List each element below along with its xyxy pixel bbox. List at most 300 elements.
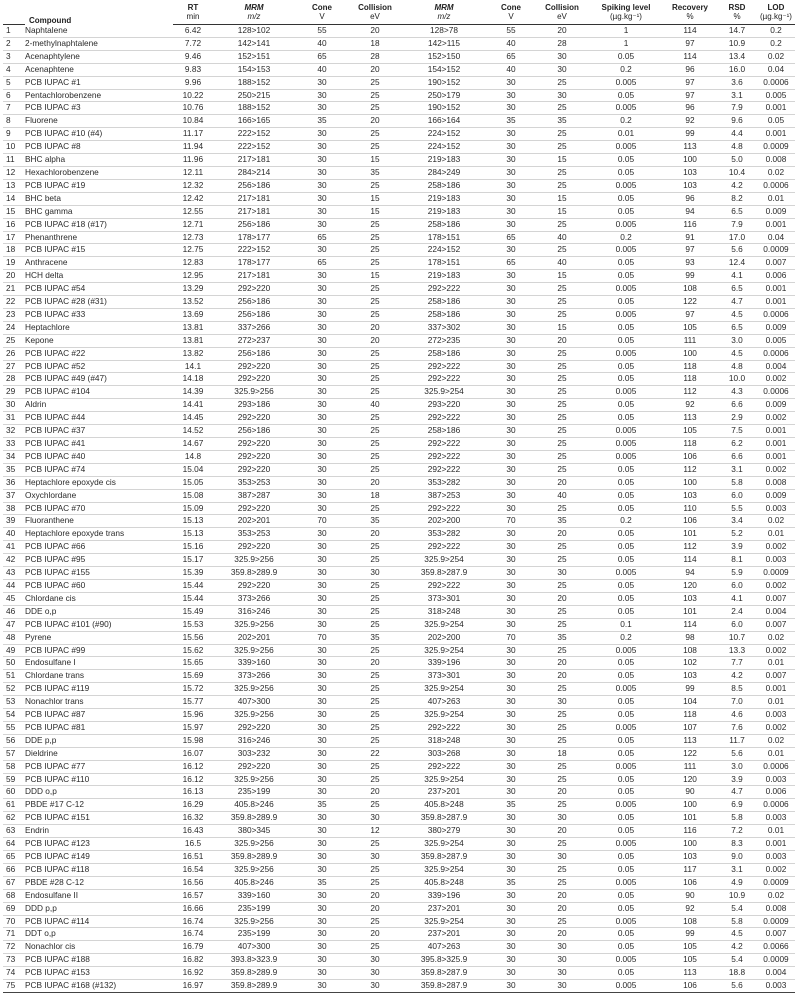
collision-energy-2-cell: 25 [557, 644, 567, 655]
spiking-level-cell: 0.005 [615, 76, 637, 87]
rsd-cell: 6.5 [731, 283, 743, 294]
lod-cell: 0.008 [765, 476, 787, 487]
collision-energy-2-cell: 20 [557, 528, 567, 539]
compound-name-cell: BHC beta [25, 192, 61, 203]
collision-energy-1-cell: 25 [370, 463, 380, 474]
row-index-cell: 63 [6, 825, 16, 836]
recovery-cell: 92 [685, 399, 695, 410]
cone-voltage-2-cell: 30 [506, 889, 516, 900]
row-index-cell: 43 [6, 567, 16, 578]
collision-energy-2-cell: 25 [557, 773, 567, 784]
rsd-cell: 3.9 [731, 541, 743, 552]
collision-energy-2-cell: 20 [557, 476, 567, 487]
cone-voltage-1-cell: 30 [317, 657, 327, 668]
recovery-cell: 122 [683, 296, 697, 307]
rsd-cell: 5.4 [731, 902, 743, 913]
collision-energy-2-cell: 25 [557, 296, 567, 307]
recovery-cell: 105 [683, 954, 697, 965]
header-cone-2-unit: V [487, 12, 535, 25]
row-index-cell: 3 [6, 50, 11, 61]
table-row [3, 902, 795, 915]
collision-energy-1-cell: 25 [370, 838, 380, 849]
lod-cell: 0.02 [767, 889, 785, 900]
mrm-transition-2-cell: 293>220 [427, 399, 461, 410]
mrm-transition-2-cell: 190>152 [427, 76, 461, 87]
header-cone-1: Cone [312, 3, 332, 12]
compound-name-cell: PCB IUPAC #10 (#4) [25, 128, 103, 139]
mrm-transition-2-cell: 325.9>254 [424, 683, 464, 694]
row-index-cell: 28 [6, 373, 16, 384]
row-index-cell: 14 [6, 192, 16, 203]
compound-name-cell: Anthracene [25, 257, 68, 268]
compound-name-cell: Fluorene [25, 115, 58, 126]
row-index-cell: 31 [6, 412, 16, 423]
cone-voltage-2-cell: 30 [506, 450, 516, 461]
table-row [3, 502, 795, 515]
mrm-transition-2-cell: 258>186 [427, 218, 461, 229]
collision-energy-2-cell: 15 [557, 192, 567, 203]
lod-cell: 0.001 [765, 128, 787, 139]
retention-time-cell: 11.94 [182, 141, 204, 152]
compound-name-cell: Hexachlorobenzene [25, 166, 99, 177]
cone-voltage-2-cell: 30 [506, 399, 516, 410]
retention-time-cell: 16.51 [182, 851, 204, 861]
retention-time-cell: 16.12 [182, 760, 204, 771]
recovery-cell: 106 [683, 876, 697, 887]
rsd-cell: 10.7 [728, 631, 746, 642]
cone-voltage-1-cell: 30 [317, 980, 327, 991]
cone-voltage-2-cell: 30 [506, 902, 516, 913]
mrm-transition-2-cell: 407>263 [427, 696, 461, 707]
mrm-transition-1-cell: 128>102 [237, 25, 271, 35]
row-index-cell: 29 [6, 386, 16, 397]
row-index-cell: 34 [6, 450, 16, 461]
lod-cell: 0.008 [765, 154, 787, 165]
table-body [3, 25, 795, 993]
header-rsd-unit: % [717, 12, 757, 25]
retention-time-cell: 16.74 [182, 915, 204, 926]
lod-cell: 0.0006 [763, 386, 789, 397]
recovery-cell: 114 [683, 554, 697, 565]
lod-cell: 0.001 [765, 296, 787, 307]
cone-voltage-2-cell: 30 [506, 709, 516, 720]
table-row [3, 347, 795, 360]
mrm-transition-2-cell: 292>222 [427, 760, 461, 771]
collision-energy-2-cell: 25 [557, 554, 567, 565]
cone-voltage-1-cell: 30 [317, 166, 327, 177]
row-index-cell: 8 [6, 115, 11, 126]
collision-energy-2-cell: 25 [557, 709, 567, 720]
header-rt: RT [187, 3, 199, 12]
row-index-cell: 4 [6, 63, 11, 74]
collision-energy-1-cell: 18 [370, 489, 380, 500]
recovery-cell: 104 [683, 696, 697, 707]
compound-name-cell: Pentachlorobenzene [25, 89, 102, 100]
rsd-cell: 6.0 [731, 579, 743, 590]
retention-time-cell: 14.67 [182, 438, 204, 448]
lod-cell: 0.001 [765, 425, 787, 436]
rsd-cell: 13.3 [728, 644, 746, 655]
lod-cell: 0.001 [765, 683, 787, 694]
row-index-cell: 71 [6, 928, 16, 939]
header-collision-1: Collision [358, 3, 392, 12]
cone-voltage-2-cell: 30 [506, 838, 516, 849]
mrm-transition-2-cell: 292>222 [427, 450, 461, 461]
table-row [3, 876, 795, 889]
collision-energy-2-cell: 20 [557, 670, 567, 681]
spiking-level-cell: 0.05 [617, 321, 635, 332]
rsd-cell: 12.4 [728, 257, 746, 268]
spiking-level-cell: 0.05 [617, 296, 635, 307]
cone-voltage-2-cell: 30 [506, 644, 516, 655]
rsd-cell: 5.8 [731, 476, 743, 487]
header-index [3, 0, 25, 12]
cone-voltage-2-cell: 30 [506, 283, 516, 294]
mrm-transition-1-cell: 393.8>323.9 [230, 954, 278, 965]
cone-voltage-1-cell: 30 [317, 192, 327, 203]
header-collision-2: Collision [545, 3, 579, 12]
cone-voltage-1-cell: 30 [317, 76, 327, 87]
collision-energy-1-cell: 25 [370, 231, 380, 242]
collision-energy-1-cell: 15 [370, 154, 380, 165]
cone-voltage-1-cell: 70 [317, 515, 327, 526]
row-index-cell: 9 [6, 128, 11, 139]
retention-time-cell: 12.71 [182, 218, 204, 229]
row-index-cell: 6 [6, 89, 11, 100]
lod-cell: 0.0066 [763, 941, 789, 952]
mrm-transition-2-cell: 178>151 [427, 231, 461, 242]
cone-voltage-2-cell: 30 [506, 980, 516, 991]
mrm-transition-2-cell: 166>164 [427, 115, 461, 126]
recovery-cell: 111 [683, 334, 697, 345]
collision-energy-2-cell: 25 [557, 683, 567, 694]
header-recovery-unit: % [663, 12, 717, 25]
rsd-cell: 7.2 [731, 825, 743, 836]
compound-name-cell: PCB IUPAC #81 [25, 721, 86, 732]
mrm-transition-1-cell: 325.9>256 [234, 386, 274, 397]
retention-time-cell: 16.79 [182, 941, 204, 952]
compound-name-cell: Dieldrine [25, 747, 58, 758]
cone-voltage-1-cell: 55 [317, 25, 327, 35]
mrm-transition-2-cell: 373>301 [427, 592, 461, 603]
collision-energy-1-cell: 25 [370, 218, 380, 229]
cone-voltage-1-cell: 30 [317, 773, 327, 784]
compound-name-cell: Pyrene [25, 631, 52, 642]
row-index-cell: 48 [6, 631, 16, 642]
collision-energy-2-cell: 15 [557, 321, 567, 332]
rsd-cell: 5.6 [731, 244, 743, 255]
cone-voltage-2-cell: 30 [506, 786, 516, 797]
mrm-transition-1-cell: 235>199 [237, 928, 271, 939]
compound-name-cell: Nonachlor trans [25, 696, 84, 707]
collision-energy-2-cell: 30 [557, 967, 567, 978]
retention-time-cell: 10.22 [182, 89, 204, 100]
collision-energy-2-cell: 20 [557, 334, 567, 345]
spiking-level-cell: 0.005 [615, 141, 637, 152]
collision-energy-1-cell: 22 [370, 747, 380, 758]
collision-energy-1-cell: 30 [370, 980, 380, 991]
retention-time-cell: 15.44 [182, 592, 204, 603]
collision-energy-1-cell: 20 [370, 115, 380, 126]
recovery-cell: 113 [683, 412, 697, 423]
recovery-cell: 103 [683, 592, 697, 603]
retention-time-cell: 12.73 [182, 231, 204, 242]
cone-voltage-2-cell: 30 [506, 76, 516, 87]
collision-energy-1-cell: 25 [370, 450, 380, 461]
rsd-cell: 4.2 [731, 941, 743, 952]
retention-time-cell: 14.52 [182, 425, 204, 436]
cone-voltage-1-cell: 30 [317, 592, 327, 603]
retention-time-cell: 12.95 [182, 270, 204, 281]
collision-energy-2-cell: 25 [557, 360, 567, 371]
spiking-level-cell: 0.05 [617, 812, 635, 823]
row-index-cell: 44 [6, 579, 16, 590]
mrm-transition-2-cell: 325.9>254 [424, 838, 464, 849]
cone-voltage-1-cell: 30 [317, 308, 327, 319]
mrm-transition-2-cell: 292>222 [427, 721, 461, 732]
collision-energy-1-cell: 20 [370, 786, 380, 797]
collision-energy-2-cell: 35 [557, 515, 567, 526]
row-index-cell: 58 [6, 760, 16, 771]
mrm-transition-1-cell: 256>186 [237, 347, 271, 358]
mrm-transition-1-cell: 292>220 [237, 450, 271, 461]
spiking-level-cell: 1 [623, 25, 629, 35]
compound-name-cell: PCB IUPAC #101 (#90) [25, 618, 112, 629]
mrm-transition-2-cell: 219>183 [427, 270, 461, 281]
mrm-transition-2-cell: 359.8>287.9 [420, 851, 468, 861]
row-index-cell: 38 [6, 502, 16, 513]
rsd-cell: 7.9 [731, 102, 743, 113]
cone-voltage-1-cell: 30 [317, 812, 327, 823]
collision-energy-1-cell: 25 [370, 141, 380, 152]
cone-voltage-1-cell: 35 [317, 876, 327, 887]
mrm-transition-1-cell: 217>181 [237, 154, 271, 165]
table-row [3, 567, 795, 580]
collision-energy-2-cell: 35 [557, 631, 567, 642]
rsd-cell: 5.5 [731, 502, 743, 513]
retention-time-cell: 12.42 [182, 192, 204, 203]
mrm-transition-1-cell: 373>266 [237, 670, 271, 681]
lod-cell: 0.0009 [763, 567, 789, 578]
collision-energy-2-cell: 25 [557, 541, 567, 552]
collision-energy-1-cell: 15 [370, 192, 380, 203]
cone-voltage-1-cell: 30 [317, 747, 327, 758]
cone-voltage-1-cell: 30 [317, 786, 327, 797]
mrm-transition-1-cell: 222>152 [237, 141, 271, 152]
row-index-cell: 66 [6, 863, 16, 874]
collision-energy-2-cell: 25 [557, 618, 567, 629]
collision-energy-1-cell: 25 [370, 179, 380, 190]
rsd-cell: 5.4 [731, 954, 743, 965]
collision-energy-2-cell: 25 [557, 244, 567, 255]
compound-name-cell: PCB IUPAC #118 [25, 863, 90, 874]
cone-voltage-1-cell: 30 [317, 670, 327, 681]
spiking-level-cell: 0.05 [617, 851, 635, 861]
mrm-transition-1-cell: 339>160 [237, 657, 271, 668]
mrm-transition-2-cell: 202>200 [427, 515, 461, 526]
lod-cell: 0.004 [765, 605, 787, 616]
spiking-level-cell: 0.05 [617, 941, 635, 952]
spiking-level-cell: 0.05 [617, 476, 635, 487]
compound-results-table [3, 0, 795, 993]
mrm-transition-1-cell: 325.9>256 [234, 644, 274, 655]
retention-time-cell: 16.29 [182, 799, 204, 810]
cone-voltage-2-cell: 30 [506, 89, 516, 100]
mrm-transition-2-cell: 318>248 [427, 734, 461, 745]
retention-time-cell: 15.39 [182, 567, 204, 578]
spiking-level-cell: 0.05 [617, 579, 635, 590]
recovery-cell: 99 [685, 128, 695, 139]
collision-energy-2-cell: 25 [557, 141, 567, 152]
cone-voltage-1-cell: 30 [317, 863, 327, 874]
retention-time-cell: 16.82 [182, 954, 204, 965]
retention-time-cell: 15.05 [182, 476, 204, 487]
compound-name-cell: PCB IUPAC #3 [25, 102, 81, 113]
spiking-level-cell: 0.005 [615, 450, 637, 461]
compound-name-cell: PCB IUPAC #155 [25, 567, 90, 578]
mrm-transition-1-cell: 217>181 [237, 192, 271, 203]
spiking-level-cell: 0.005 [615, 915, 637, 926]
recovery-cell: 99 [685, 270, 695, 281]
recovery-cell: 118 [683, 373, 697, 384]
cone-voltage-1-cell: 30 [317, 941, 327, 952]
compound-name-cell: PCB IUPAC #60 [25, 579, 86, 590]
collision-energy-2-cell: 25 [557, 605, 567, 616]
cone-voltage-1-cell: 30 [317, 373, 327, 384]
cone-voltage-1-cell: 30 [317, 734, 327, 745]
rsd-cell: 6.9 [731, 799, 743, 810]
row-index-cell: 11 [6, 154, 15, 165]
collision-energy-2-cell: 25 [557, 128, 567, 139]
compound-name-cell: PCB IUPAC #188 [25, 954, 90, 965]
table-row [3, 37, 795, 50]
table-row [3, 980, 795, 993]
cone-voltage-2-cell: 30 [506, 386, 516, 397]
header-spiking-level-unit: (µg.kg⁻¹) [589, 12, 663, 25]
table-row [3, 670, 795, 683]
collision-energy-1-cell: 25 [370, 502, 380, 513]
recovery-cell: 113 [683, 734, 697, 745]
lod-cell: 0.003 [765, 554, 787, 565]
mrm-transition-2-cell: 292>222 [427, 502, 461, 513]
lod-cell: 0.003 [765, 851, 787, 861]
retention-time-cell: 16.66 [182, 902, 204, 913]
mrm-transition-1-cell: 256>186 [237, 296, 271, 307]
cone-voltage-1-cell: 30 [317, 334, 327, 345]
cone-voltage-2-cell: 30 [506, 502, 516, 513]
collision-energy-2-cell: 30 [557, 812, 567, 823]
mrm-transition-1-cell: 325.9>256 [234, 915, 274, 926]
table-row [3, 360, 795, 373]
retention-time-cell: 13.81 [182, 321, 204, 332]
row-index-cell: 22 [6, 296, 16, 307]
spiking-level-cell: 0.05 [617, 489, 635, 500]
cone-voltage-2-cell: 30 [506, 192, 516, 203]
collision-energy-2-cell: 30 [557, 941, 567, 952]
retention-time-cell: 12.55 [182, 205, 204, 216]
cone-voltage-2-cell: 30 [506, 567, 516, 578]
table-row [3, 141, 795, 154]
recovery-cell: 99 [685, 683, 695, 694]
collision-energy-2-cell: 25 [557, 721, 567, 732]
mrm-transition-1-cell: 256>186 [237, 308, 271, 319]
recovery-cell: 103 [683, 489, 697, 500]
cone-voltage-2-cell: 30 [506, 373, 516, 384]
retention-time-cell: 9.96 [184, 76, 202, 87]
collision-energy-1-cell: 25 [370, 128, 380, 139]
cone-voltage-2-cell: 30 [506, 270, 516, 281]
table-row [3, 696, 795, 709]
mrm-transition-2-cell: 292>222 [427, 360, 461, 371]
collision-energy-1-cell: 25 [370, 76, 380, 87]
lod-cell: 0.009 [765, 205, 787, 216]
row-index-cell: 67 [6, 876, 16, 887]
lod-cell: 0.003 [765, 812, 787, 823]
spiking-level-cell: 0.01 [617, 128, 635, 139]
cone-voltage-2-cell: 30 [506, 760, 516, 771]
mrm-transition-1-cell: 353>253 [237, 528, 271, 539]
lod-cell: 0.05 [767, 115, 785, 126]
retention-time-cell: 16.57 [182, 889, 204, 900]
recovery-cell: 112 [683, 463, 697, 474]
mrm-transition-2-cell: 178>151 [427, 257, 461, 268]
spiking-level-cell: 0.005 [615, 683, 637, 694]
collision-energy-1-cell: 35 [370, 515, 380, 526]
collision-energy-2-cell: 25 [557, 463, 567, 474]
rsd-cell: 7.9 [731, 218, 743, 229]
cone-voltage-2-cell: 30 [506, 166, 516, 177]
cone-voltage-2-cell: 30 [506, 308, 516, 319]
row-index-cell: 53 [6, 696, 16, 707]
mrm-transition-1-cell: 284>214 [237, 166, 271, 177]
retention-time-cell: 9.83 [184, 63, 202, 74]
mrm-transition-2-cell: 258>186 [427, 296, 461, 307]
recovery-cell: 106 [683, 450, 697, 461]
cone-voltage-2-cell: 30 [506, 863, 516, 874]
recovery-cell: 96 [685, 102, 695, 113]
cone-voltage-2-cell: 40 [506, 63, 516, 74]
table-row [3, 799, 795, 812]
row-index-cell: 70 [6, 915, 16, 926]
collision-energy-2-cell: 25 [557, 799, 567, 810]
mrm-transition-2-cell: 219>183 [427, 154, 461, 165]
rsd-cell: 16.0 [728, 63, 746, 74]
mrm-transition-1-cell: 142>141 [237, 37, 271, 48]
mrm-transition-1-cell: 325.9>256 [234, 618, 274, 629]
cone-voltage-1-cell: 30 [317, 489, 327, 500]
compound-name-cell: PCB IUPAC #40 [25, 450, 86, 461]
table-row [3, 218, 795, 231]
spiking-level-cell: 0.005 [615, 838, 637, 849]
mrm-transition-1-cell: 256>186 [237, 425, 271, 436]
table-row [3, 308, 795, 321]
table-row [3, 928, 795, 941]
spiking-level-cell: 0.005 [615, 721, 637, 732]
spiking-level-cell: 0.05 [617, 502, 635, 513]
mrm-transition-2-cell: 284>249 [427, 166, 461, 177]
recovery-cell: 117 [683, 863, 697, 874]
lod-cell: 0.01 [767, 825, 785, 836]
rsd-cell: 4.2 [731, 670, 743, 681]
compound-name-cell: PCB IUPAC #110 [25, 773, 90, 784]
cone-voltage-2-cell: 30 [506, 579, 516, 590]
spiking-level-cell: 0.05 [617, 773, 635, 784]
row-index-cell: 30 [6, 399, 16, 410]
cone-voltage-1-cell: 65 [317, 257, 327, 268]
retention-time-cell: 15.69 [182, 670, 204, 681]
mrm-transition-2-cell: 224>152 [427, 128, 461, 139]
cone-voltage-2-cell: 30 [506, 296, 516, 307]
